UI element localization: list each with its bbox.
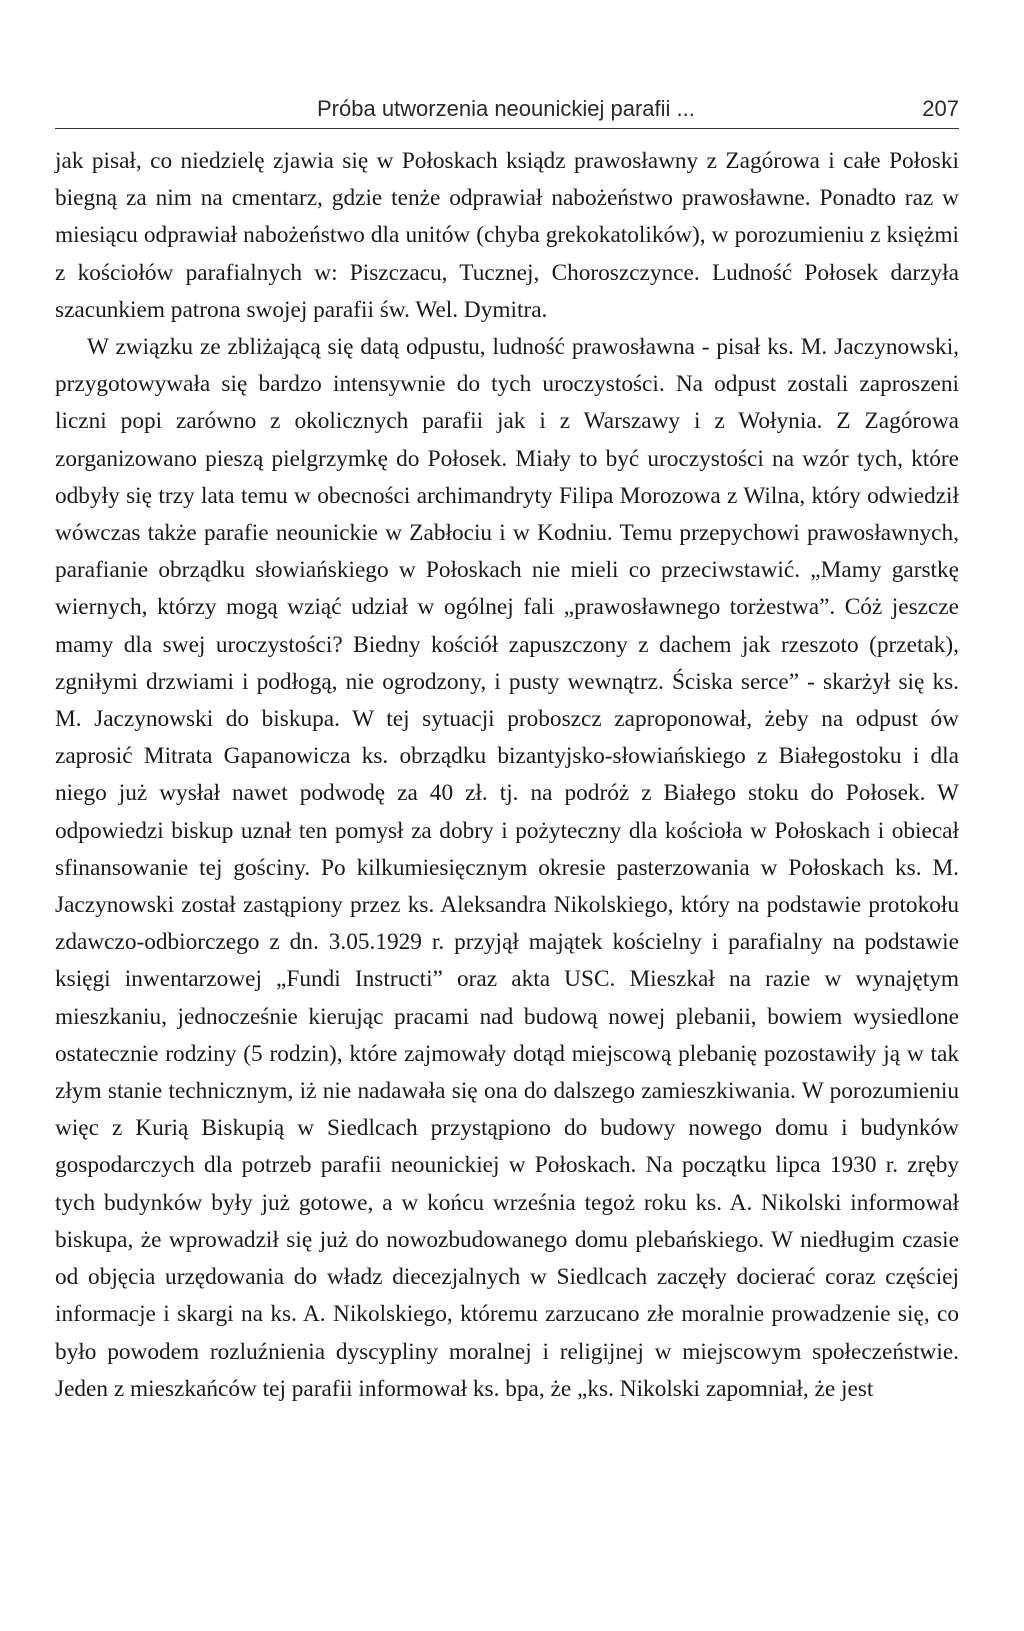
book-page: [55, 88, 959, 1408]
body-text: [55, 143, 959, 1408]
paragraph-2: W związku ze zbliżającą się datą odpustu, ludność prawosławna - pisał ks. M. Jaczynowski, przygotowywała się bardzo intensywnie do tych uroczystości. Na odpust zostali zaproszeni liczni popi zarówno z okolicznych parafii jak i z Warszawy i z Wołynia. Z Zagórowa zorganizowano pieszą pielgrzymkę do Połosek. Miały to być uroczystości na wzór tych, które odbyły się trzy lata temu w obecności archimandryty Filipa Morozowa z Wilna, który odwiedził wówczas także parafie neounickie w Zabłociu i w Kodniu. Temu przepychowi prawosławnych, parafianie obrządku słowiańskiego w Połoskach nie mieli co przeciwstawić. „Mamy garstkę wiernych, którzy mogą wziąć udział w ogólnej fali „prawosławnego torżestwa”. Cóż jeszcze mamy dla swej uroczystości? Biedny kościół zapuszczony z dachem jak rzeszoto (przetak), zgniłymi drzwiami i podłogą, nie ogrodzony, i pusty wewnątrz. Ściska serce” - skarżył się ks. M. Jaczynowski do biskupa. W tej sytuacji proboszcz zaproponował, żeby na odpust ów zaprosić Mitrata Gapanowicza ks. obrządku bizantyjsko-słowiańskiego z Białegostoku i dla niego już wysłał nawet podwodę za 40 zł. tj. na podróż z Białego stoku do Połosek. W odpowiedzi biskup uznał ten pomysł za dobry i pożyteczny dla kościoła w Połoskach i obiecał sfinansowanie tej gościny. Po kilkumiesięcznym okresie pasterzowania w Połoskach ks. M. Jaczynowski został zastąpiony przez ks. Aleksandra Nikolskiego, który na podstawie protokołu zdawczo-odbiorczego z dn. 3.05.1929 r. przyjął majątek kościelny i parafialny na podstawie księgi inwentarzowej „Fundi Instructi” oraz akta USC. Mieszkał na razie w wynajętym mieszkaniu, jednocześnie kierując pracami nad budową nowej plebanii, bowiem wysiedlone ostatecznie rodziny (5 rodzin), które zajmowały dotąd miejscową plebanię pozostawiły ją w tak złym stanie technicznym, iż nie nadawała się ona do dalszego zamieszkiwania. W porozumieniu więc z Kurią Biskupią w Siedlcach przystąpiono do budowy nowego domu i budynków gospodarczych dla potrzeb parafii neounickiej w Połoskach. Na początku lipca 1930 r. zręby tych budynków były już gotowe, a w końcu września tegoż roku ks. A. Nikolski informował biskupa, że wprowadził się już do nowozbudowanego domu plebańskiego. W niedługim czasie od objęcia urzędowania do władz diecezjalnych w Siedlcach zaczęły docierać coraz częściej informacje i skargi na ks. A. Nikolskiego, któremu zarzucano złe moralnie prowadzenie się, co było powodem rozluźnienia dyscypliny moralnej i religijnej w miejscowym społeczeństwie. Jeden z mieszkańców tej parafii informował ks. bpa, że „ks. Nikolski zapomniał, że jest: [55, 334, 959, 1402]
page-number: 207: [922, 96, 959, 121]
paragraph-1: jak pisał, co niedzielę zjawia się w Połoskach ksiądz prawosławny z Zagórowa i całe Połoski biegną za nim na cmentarz, gdzie tenże odprawiał nabożeństwo prawosławne. Ponadto raz w miesiącu odprawiał nabożeństwo dla unitów (chyba grekokatolików), w porozumieniu z księżmi z kościołów parafialnych w: Piszczacu, Tucznej, Choroszczynce. Ludność Połosek darzyła szacunkiem patrona swojej parafii św. Wel. Dymitra.: [55, 148, 959, 323]
running-head: [55, 88, 959, 129]
running-title: Próba utworzenia neounickiej parafii ...: [317, 96, 695, 121]
